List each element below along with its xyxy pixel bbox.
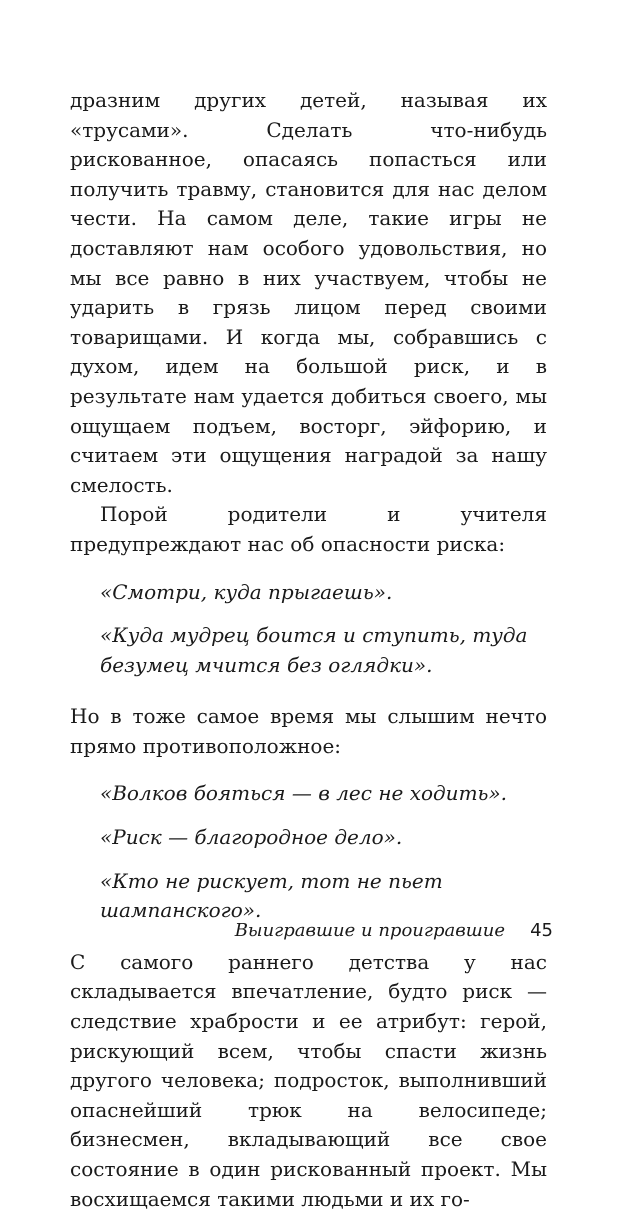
quote-1: «Смотри, куда прыгаешь». — [100, 579, 393, 604]
quote-4: «Риск — благородное дело». — [100, 825, 403, 850]
quote-3: «Волков бояться — в лес не ходить». — [100, 781, 508, 806]
page-number: 45 — [530, 920, 553, 941]
running-title: Выигравшие и проигравшие — [234, 920, 505, 941]
paragraph-3: Но в тоже самое время мы слышим нечто прямо противоположное: — [70, 704, 547, 758]
body-text — [70, 86, 547, 1214]
paragraph-4: С самого раннего детства у нас складывается впечатление, будто риск — следствие храбрости и ее атрибут: герой, рискующий всем, чтобы спасти жизнь другого человека; подросток, выполнивший опаснейший трюк на велосипеде; бизнесмен, вкладывающий все свое состояние в один рискованный проект. Мы восхищаемся такими людьми и их го- — [70, 949, 547, 1211]
page-footer — [0, 920, 625, 950]
quote-5: «Кто не рискует, тот не пьет шампанского». — [100, 868, 443, 923]
paragraph-2: Порой родители и учителя предупреждают нас об опасности риска: — [70, 502, 547, 556]
paragraph-1: дразним других детей, называя их «трусами». Сделать что-нибудь рискованное, опасаясь попасться или получить травму, становится для нас делом чести. На самом деле, такие игры не доставляют нам особого удовольствия, но мы все равно в них участвуем, чтобы не ударить в грязь лицом перед своими товарищами. И когда мы, собравшись с духом, идем на большой риск, и в результате нам удается добиться своего, мы ощущаем подъем, восторг, эйфорию, и считаем эти ощущения наградой за нашу смелость. — [70, 88, 547, 497]
quote-2: «Куда мудрец боится и ступить, туда безумец мчится без оглядки». — [100, 623, 528, 677]
